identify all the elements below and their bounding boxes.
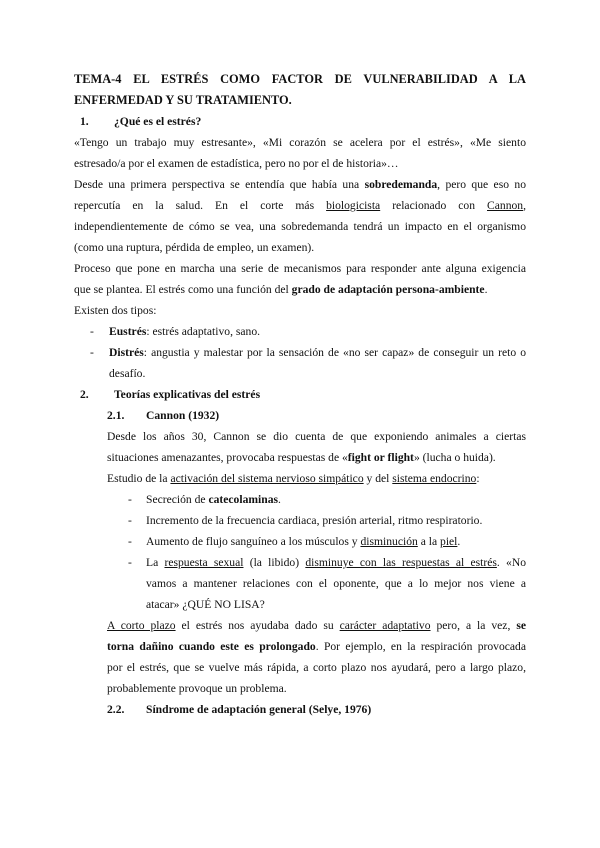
doc-title-line-1: TEMA-4 EL ESTRÉS COMO FACTOR DE VULNERABILIDAD A LA xyxy=(74,72,526,86)
subsection-2-2-heading: Síndrome de adaptación general (Selye, 1976) xyxy=(146,703,372,716)
item-dash: - xyxy=(128,493,132,506)
bullet-eustres: Eustrés: estrés adaptativo, sano. xyxy=(109,325,261,338)
item-frecuencia: Incremento de la frecuencia cardiaca, presión arterial, ritmo respiratorio. xyxy=(146,514,483,527)
types-intro: Existen dos tipos: xyxy=(74,304,157,317)
item-respuesta-sexual-line-3: atacar» ¿QUÉ NO LISA? xyxy=(146,598,265,611)
item-dash: - xyxy=(128,556,132,569)
section-1-heading: ¿Qué es el estrés? xyxy=(114,115,202,128)
item-respuesta-sexual-line-2: vamos a mantener relaciones con el oponente, que a lo mejor nos viene a xyxy=(146,577,526,590)
section-2-heading: Teorías explicativas del estrés xyxy=(114,388,261,401)
bullet-distres: Distrés: angustia y malestar por la sensación de «no ser capaz» de conseguir un reto o xyxy=(109,346,526,359)
corto-plazo-line-2: torna dañino cuando este es prolongado. Por ejemplo, en la respiración provocada xyxy=(107,640,526,653)
corto-plazo-line-3: por el estrés, que se vuelve más rápida, a corto plazo nos ayudará, pero a largo plazo, xyxy=(107,661,526,674)
item-respuesta-sexual: La respuesta sexual (la libido) disminuye con las respuestas al estrés. «No xyxy=(146,556,526,569)
bullet-dash: - xyxy=(90,325,94,338)
subsection-2-2-number: 2.2. xyxy=(107,703,125,716)
quote-line-1: «Tengo un trabajo muy estresante», «Mi corazón se acelera por el estrés», «Me siento xyxy=(74,136,526,149)
paragraph-1-line-1: Desde una primera perspectiva se entendía que había una sobredemanda, pero que eso no xyxy=(74,178,526,191)
item-catecolaminas: Secreción de catecolaminas. xyxy=(146,493,281,506)
section-2-number: 2. xyxy=(80,388,89,401)
item-dash: - xyxy=(128,514,132,527)
bullet-dash: - xyxy=(90,346,94,359)
cannon-line-1: Desde los años 30, Cannon se dio cuenta de que exponiendo animales a ciertas xyxy=(107,430,526,443)
corto-plazo-line-1: A corto plazo el estrés nos ayudaba dado su carácter adaptativo pero, a la vez, se xyxy=(107,619,526,632)
bullet-distres-cont: desafío. xyxy=(109,367,146,380)
paragraph-2-line-1: Proceso que pone en marcha una serie de mecanismos para responder ante alguna exigencia xyxy=(74,262,526,275)
doc-title-line-2: ENFERMEDAD Y SU TRATAMIENTO. xyxy=(74,93,292,107)
item-dash: - xyxy=(128,535,132,548)
subsection-2-1-heading: Cannon (1932) xyxy=(146,409,220,422)
paragraph-1-line-4: (como una ruptura, pérdida de empleo, un examen). xyxy=(74,241,315,254)
paragraph-1-line-2: repercutía en la salud. En el corte más biologicista relacionado con Cannon, xyxy=(74,199,526,212)
corto-plazo-line-4: probablemente provoque un problema. xyxy=(107,682,287,695)
paragraph-1-line-3: independientemente de cómo se vea, una sobredemanda tendrá un impacto en el organismo xyxy=(74,220,526,233)
paragraph-2-line-2: que se plantea. El estrés como una función del grado de adaptación persona-ambiente. xyxy=(74,283,488,296)
cannon-line-3: Estudio de la activación del sistema nervioso simpático y del sistema endocrino: xyxy=(107,472,480,485)
quote-line-2: estresado/a por el examen de estadística, pero no por el de historia»… xyxy=(74,157,399,170)
section-1-number: 1. xyxy=(80,115,89,128)
cannon-line-2: situaciones amenazantes, provocaba respuestas de «fight or flight» (lucha o huida). xyxy=(107,451,496,464)
item-flujo: Aumento de flujo sanguíneo a los músculos y disminución a la piel. xyxy=(146,535,461,548)
subsection-2-1-number: 2.1. xyxy=(107,409,125,422)
